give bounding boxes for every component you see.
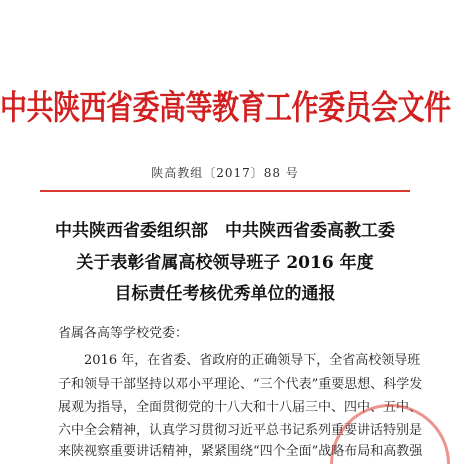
body-paragraph-line: 展观为指导，全面贯彻党的十八大和十八届三中、四中、五中、 (58, 400, 423, 415)
body-paragraph-line: 2016 年，在省委、省政府的正确领导下，全省高校领导班 (84, 353, 421, 368)
salutation: 省属各高等学校党委： (58, 326, 189, 341)
body-paragraph-line: 来陕视察重要讲话精神，紧紧围绕“四个全面”战略布局和高教强 (58, 444, 423, 459)
body-paragraph-line: 子和领导干部坚持以邓小平理论、“三个代表”重要思想、科学发 (58, 377, 423, 392)
red-divider-line (40, 190, 410, 192)
document-number: 陕高教组〔2017〕88 号 (151, 166, 299, 180)
notice-title-line-2: 关于表彰省属高校领导班子 2016 年度 (76, 253, 374, 273)
notice-title-line-1: 中共陕西省委组织部 中共陕西省委高教工委 (55, 221, 395, 241)
body-paragraph-line: 六中全会精神，认真学习贯彻习近平总书记系列重要讲话特别是 (58, 423, 423, 438)
notice-title-line-3: 目标责任考核优秀单位的通报 (114, 284, 336, 304)
masthead-title: 中共陕西省委高等教育工作委员会文件 (0, 88, 451, 128)
